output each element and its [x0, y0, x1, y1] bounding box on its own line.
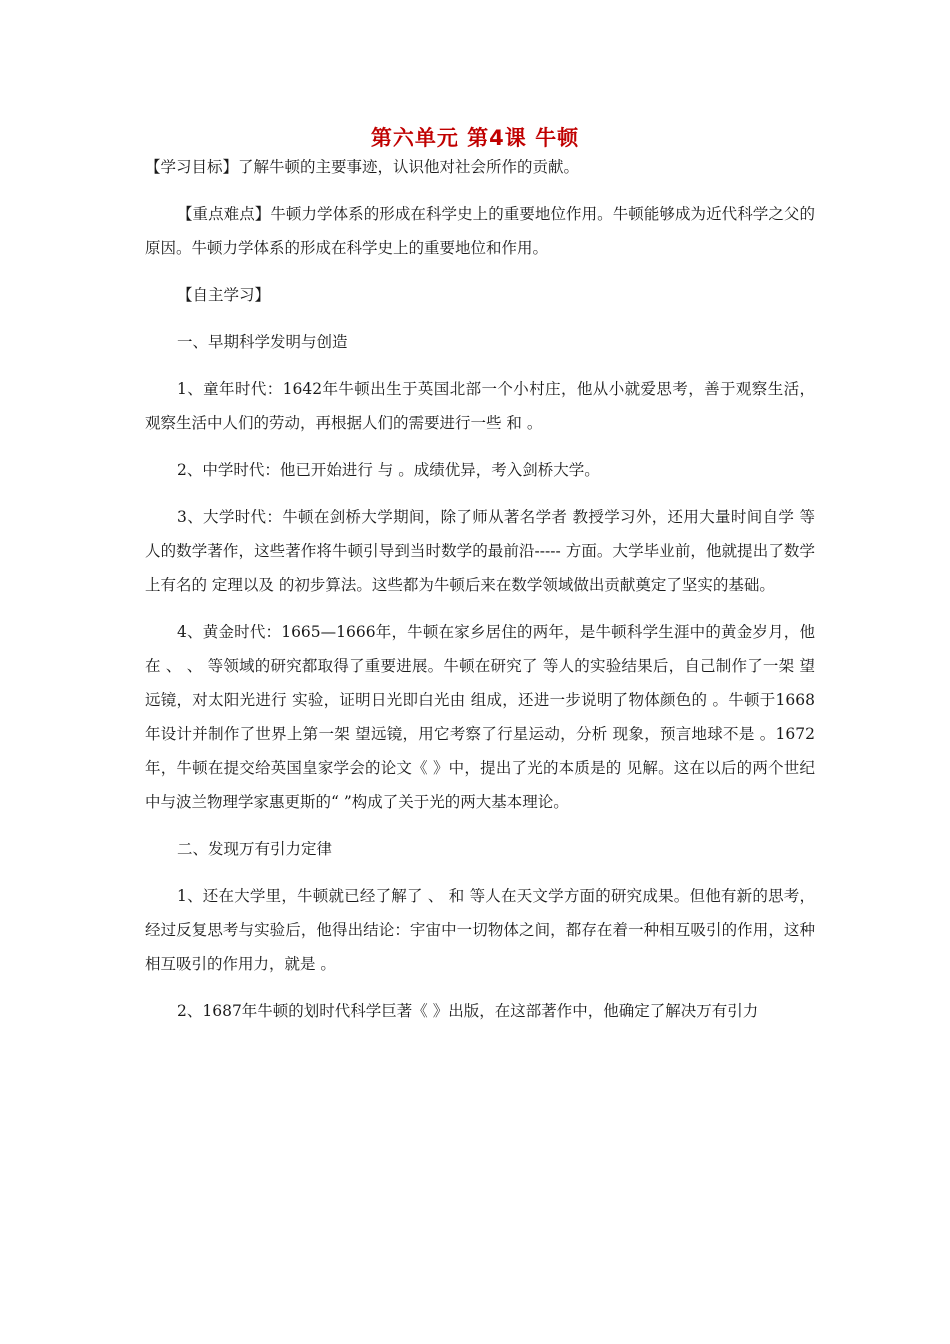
paragraph-university: 3、大学时代：牛顿在剑桥大学期间，除了师从著名学者 教授学习外，还用大量时间自学 等人的数学著作，这些著作将牛顿引导到当时数学的最前沿----- 方面。大学毕业前，他就提出了数学上有名的 定理以及 的初步算法。这些都为牛顿后来在数学领域做出贡献奠定了坚实的基础。	[145, 508, 815, 594]
paragraph-gravitation-1: 1、还在大学里，牛顿就已经了解了 、 和 等人在天文学方面的研究成果。但他有新的思考，经过反复思考与实验后，他得出结论：宇宙中一切物体之间，都存在着一种相互吸引的作用，这种相互吸引的作用力，就是 。	[145, 887, 815, 973]
self-study-heading: 【自主学习】	[177, 286, 271, 304]
paragraph-middle-school: 2、中学时代：他已开始进行 与 。成绩优异，考入剑桥大学。	[177, 461, 600, 479]
paragraph-golden-age: 4、黄金时代：1665—1666年，牛顿在家乡居住的两年，是牛顿科学生涯中的黄金岁月，他在 、 、 等领域的研究都取得了重要进展。牛顿在研究了 等人的实验结果后，自己制作了一架 望远镜，对太阳光进行 实验，证明日光即白光由 组成，还进一步说明了物体颜色的 。牛顿于1668年设计并制作了世界上第一架 望远镜，用它考察了行星运动，分析 现象，预言地球不是 。1672年，牛顿在提交给英国皇家学会的论文《 》中，提出了光的本质是的 见解。这在以后的两个世纪中与波兰物理学家惠更斯的“ ”构成了关于光的两大基本理论。	[145, 623, 815, 811]
page-title: 第六单元 第4课 牛顿	[370, 126, 580, 150]
document-body	[145, 150, 815, 1041]
section-heading-1: 一、早期科学发明与创造	[177, 333, 348, 351]
section-heading-2: 二、发现万有引力定律	[177, 840, 333, 858]
learning-goal: 【学习目标】了解牛顿的主要事迹，认识他对社会所作的贡献。	[145, 158, 580, 176]
paragraph-childhood: 1、童年时代：1642年牛顿出生于英国北部一个小村庄，他从小就爱思考，善于观察生活，观察生活中人们的劳动，再根据人们的需要进行一些 和 。	[145, 380, 815, 432]
key-difficulties: 【重点难点】牛顿力学体系的形成在科学史上的重要地位作用。牛顿能够成为近代科学之父的原因。牛顿力学体系的形成在科学史上的重要地位和作用。	[145, 205, 815, 257]
paragraph-gravitation-2: 2、1687年牛顿的划时代科学巨著《 》出版，在这部著作中，他确定了解决万有引力	[177, 1002, 759, 1020]
